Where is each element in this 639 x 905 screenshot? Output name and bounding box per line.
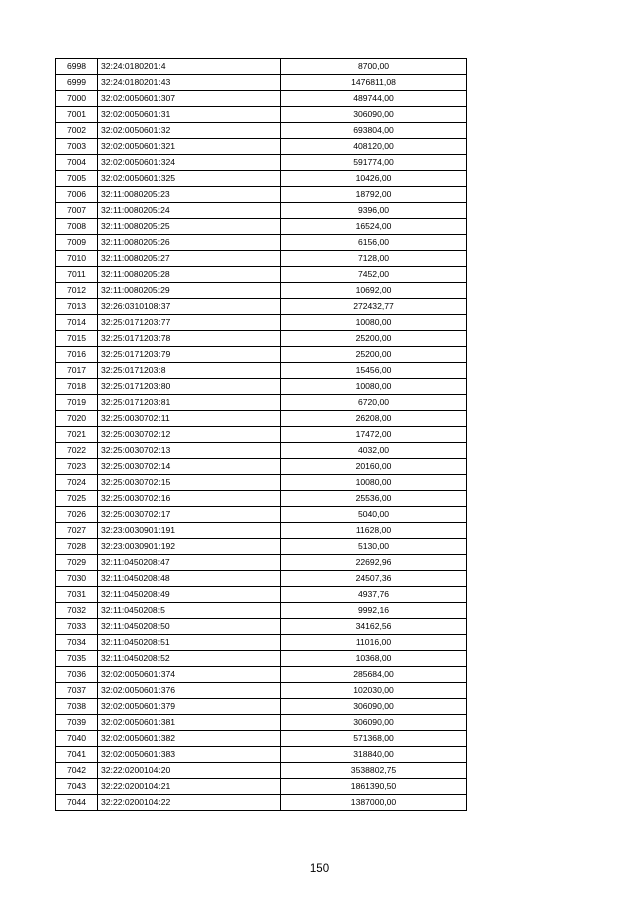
table-row (56, 619, 467, 635)
table-row (56, 587, 467, 603)
row-number-cell: 7037 (56, 683, 98, 699)
row-number-cell: 7006 (56, 187, 98, 203)
row-number-cell: 7040 (56, 731, 98, 747)
table-row (56, 187, 467, 203)
row-number-cell: 7023 (56, 459, 98, 475)
cadastral-number-cell: 32:25:0171203:79 (98, 347, 281, 363)
table-row (56, 747, 467, 763)
cadastral-number-cell: 32:02:0050601:374 (98, 667, 281, 683)
value-cell: 7128,00 (281, 251, 467, 267)
table-row (56, 123, 467, 139)
table-row (56, 363, 467, 379)
row-number-cell: 7030 (56, 571, 98, 587)
cadastral-number-cell: 32:23:0030901:191 (98, 523, 281, 539)
cadastral-number-cell: 32:25:0030702:16 (98, 491, 281, 507)
cadastral-number-cell: 32:25:0030702:15 (98, 475, 281, 491)
cadastral-number-cell: 32:02:0050601:321 (98, 139, 281, 155)
value-cell: 10080,00 (281, 315, 467, 331)
row-number-cell: 7003 (56, 139, 98, 155)
cadastral-number-cell: 32:02:0050601:383 (98, 747, 281, 763)
row-number-cell: 6998 (56, 59, 98, 75)
value-cell: 5040,00 (281, 507, 467, 523)
cadastral-number-cell: 32:22:0200104:21 (98, 779, 281, 795)
row-number-cell: 7011 (56, 267, 98, 283)
value-cell: 10368,00 (281, 651, 467, 667)
value-cell: 10692,00 (281, 283, 467, 299)
table-row (56, 683, 467, 699)
cadastral-number-cell: 32:25:0030702:12 (98, 427, 281, 443)
value-cell: 17472,00 (281, 427, 467, 443)
value-cell: 11016,00 (281, 635, 467, 651)
table-row (56, 539, 467, 555)
value-cell: 9992,16 (281, 603, 467, 619)
cadastral-number-cell: 32:11:0450208:52 (98, 651, 281, 667)
cadastral-number-cell: 32:02:0050601:31 (98, 107, 281, 123)
row-number-cell: 7012 (56, 283, 98, 299)
cadastral-number-cell: 32:11:0450208:47 (98, 555, 281, 571)
row-number-cell: 7014 (56, 315, 98, 331)
row-number-cell: 7001 (56, 107, 98, 123)
value-cell: 3538802,75 (281, 763, 467, 779)
row-number-cell: 7033 (56, 619, 98, 635)
table-row (56, 731, 467, 747)
cadastral-number-cell: 32:25:0171203:81 (98, 395, 281, 411)
value-cell: 318840,00 (281, 747, 467, 763)
value-cell: 1476811,08 (281, 75, 467, 91)
row-number-cell: 7038 (56, 699, 98, 715)
table-row (56, 379, 467, 395)
value-cell: 693804,00 (281, 123, 467, 139)
row-number-cell: 7043 (56, 779, 98, 795)
row-number-cell: 7009 (56, 235, 98, 251)
value-cell: 6156,00 (281, 235, 467, 251)
cadastral-number-cell: 32:22:0200104:22 (98, 795, 281, 811)
cadastral-number-cell: 32:25:0171203:8 (98, 363, 281, 379)
cadastral-number-cell: 32:23:0030901:192 (98, 539, 281, 555)
value-cell: 7452,00 (281, 267, 467, 283)
row-number-cell: 7028 (56, 539, 98, 555)
row-number-cell: 7031 (56, 587, 98, 603)
table-row (56, 763, 467, 779)
value-cell: 9396,00 (281, 203, 467, 219)
row-number-cell: 7032 (56, 603, 98, 619)
cadastral-value-table (55, 58, 467, 811)
cadastral-number-cell: 32:11:0450208:51 (98, 635, 281, 651)
table-row (56, 523, 467, 539)
cadastral-number-cell: 32:25:0030702:17 (98, 507, 281, 523)
cadastral-number-cell: 32:25:0030702:13 (98, 443, 281, 459)
cadastral-number-cell: 32:11:0080205:23 (98, 187, 281, 203)
cadastral-number-cell: 32:02:0050601:324 (98, 155, 281, 171)
cadastral-number-cell: 32:25:0171203:78 (98, 331, 281, 347)
row-number-cell: 7024 (56, 475, 98, 491)
cadastral-number-cell: 32:24:0180201:4 (98, 59, 281, 75)
table-row (56, 651, 467, 667)
cadastral-number-cell: 32:25:0030702:11 (98, 411, 281, 427)
row-number-cell: 7018 (56, 379, 98, 395)
table-body (56, 59, 467, 811)
value-cell: 34162,56 (281, 619, 467, 635)
cadastral-number-cell: 32:11:0450208:5 (98, 603, 281, 619)
value-cell: 11628,00 (281, 523, 467, 539)
table-row (56, 299, 467, 315)
table-row (56, 219, 467, 235)
row-number-cell: 7013 (56, 299, 98, 315)
table-row (56, 475, 467, 491)
row-number-cell: 7004 (56, 155, 98, 171)
value-cell: 16524,00 (281, 219, 467, 235)
row-number-cell: 7036 (56, 667, 98, 683)
cadastral-number-cell: 32:11:0080205:27 (98, 251, 281, 267)
value-cell: 1861390,50 (281, 779, 467, 795)
row-number-cell: 7042 (56, 763, 98, 779)
value-cell: 10080,00 (281, 379, 467, 395)
value-cell: 8700,00 (281, 59, 467, 75)
value-cell: 18792,00 (281, 187, 467, 203)
table-row (56, 59, 467, 75)
row-number-cell: 7025 (56, 491, 98, 507)
table-row (56, 107, 467, 123)
table-row (56, 555, 467, 571)
value-cell: 10080,00 (281, 475, 467, 491)
value-cell: 272432,77 (281, 299, 467, 315)
table-row (56, 795, 467, 811)
table-row (56, 667, 467, 683)
row-number-cell: 7039 (56, 715, 98, 731)
value-cell: 306090,00 (281, 715, 467, 731)
cadastral-number-cell: 32:11:0080205:28 (98, 267, 281, 283)
table-row (56, 699, 467, 715)
table-row (56, 251, 467, 267)
table-row (56, 715, 467, 731)
row-number-cell: 7016 (56, 347, 98, 363)
row-number-cell: 7017 (56, 363, 98, 379)
row-number-cell: 7022 (56, 443, 98, 459)
table-row (56, 507, 467, 523)
value-cell: 4937,76 (281, 587, 467, 603)
table-row (56, 331, 467, 347)
value-cell: 102030,00 (281, 683, 467, 699)
value-cell: 306090,00 (281, 699, 467, 715)
cadastral-number-cell: 32:11:0450208:50 (98, 619, 281, 635)
table-row (56, 603, 467, 619)
table-row (56, 395, 467, 411)
table-row (56, 491, 467, 507)
cadastral-number-cell: 32:11:0080205:25 (98, 219, 281, 235)
value-cell: 24507,36 (281, 571, 467, 587)
value-cell: 25200,00 (281, 331, 467, 347)
table-row (56, 91, 467, 107)
row-number-cell: 7010 (56, 251, 98, 267)
cadastral-number-cell: 32:02:0050601:32 (98, 123, 281, 139)
cadastral-number-cell: 32:02:0050601:381 (98, 715, 281, 731)
value-cell: 5130,00 (281, 539, 467, 555)
value-cell: 4032,00 (281, 443, 467, 459)
row-number-cell: 7002 (56, 123, 98, 139)
row-number-cell: 7020 (56, 411, 98, 427)
value-cell: 22692,96 (281, 555, 467, 571)
row-number-cell: 7027 (56, 523, 98, 539)
value-cell: 1387000,00 (281, 795, 467, 811)
table-row (56, 75, 467, 91)
value-cell: 10426,00 (281, 171, 467, 187)
table-row (56, 635, 467, 651)
cadastral-number-cell: 32:11:0450208:49 (98, 587, 281, 603)
table-row (56, 235, 467, 251)
table-row (56, 571, 467, 587)
row-number-cell: 7007 (56, 203, 98, 219)
cadastral-number-cell: 32:02:0050601:307 (98, 91, 281, 107)
cadastral-number-cell: 32:11:0080205:29 (98, 283, 281, 299)
table-row (56, 155, 467, 171)
row-number-cell: 7044 (56, 795, 98, 811)
row-number-cell: 6999 (56, 75, 98, 91)
table-row (56, 171, 467, 187)
row-number-cell: 7008 (56, 219, 98, 235)
value-cell: 15456,00 (281, 363, 467, 379)
row-number-cell: 7034 (56, 635, 98, 651)
row-number-cell: 7026 (56, 507, 98, 523)
cadastral-number-cell: 32:02:0050601:376 (98, 683, 281, 699)
value-cell: 408120,00 (281, 139, 467, 155)
cadastral-number-cell: 32:25:0171203:80 (98, 379, 281, 395)
row-number-cell: 7019 (56, 395, 98, 411)
cadastral-number-cell: 32:02:0050601:382 (98, 731, 281, 747)
cadastral-number-cell: 32:11:0080205:26 (98, 235, 281, 251)
value-cell: 489744,00 (281, 91, 467, 107)
page-number: 150 (309, 863, 330, 875)
value-cell: 26208,00 (281, 411, 467, 427)
value-cell: 20160,00 (281, 459, 467, 475)
table-row (56, 347, 467, 363)
row-number-cell: 7021 (56, 427, 98, 443)
value-cell: 285684,00 (281, 667, 467, 683)
row-number-cell: 7000 (56, 91, 98, 107)
row-number-cell: 7015 (56, 331, 98, 347)
cadastral-number-cell: 32:25:0171203:77 (98, 315, 281, 331)
value-cell: 6720,00 (281, 395, 467, 411)
table-row (56, 443, 467, 459)
cadastral-number-cell: 32:26:0310108:37 (98, 299, 281, 315)
table-row (56, 779, 467, 795)
cadastral-number-cell: 32:25:0030702:14 (98, 459, 281, 475)
row-number-cell: 7029 (56, 555, 98, 571)
cadastral-number-cell: 32:11:0080205:24 (98, 203, 281, 219)
cadastral-number-cell: 32:11:0450208:48 (98, 571, 281, 587)
table-row (56, 411, 467, 427)
cadastral-number-cell: 32:22:0200104:20 (98, 763, 281, 779)
row-number-cell: 7041 (56, 747, 98, 763)
table-row (56, 315, 467, 331)
value-cell: 306090,00 (281, 107, 467, 123)
value-cell: 25200,00 (281, 347, 467, 363)
table-row (56, 283, 467, 299)
value-cell: 571368,00 (281, 731, 467, 747)
table-row (56, 139, 467, 155)
cadastral-number-cell: 32:02:0050601:325 (98, 171, 281, 187)
row-number-cell: 7035 (56, 651, 98, 667)
value-cell: 591774,00 (281, 155, 467, 171)
table-row (56, 427, 467, 443)
row-number-cell: 7005 (56, 171, 98, 187)
table-row (56, 203, 467, 219)
cadastral-number-cell: 32:24:0180201:43 (98, 75, 281, 91)
value-cell: 25536,00 (281, 491, 467, 507)
cadastral-number-cell: 32:02:0050601:379 (98, 699, 281, 715)
table-row (56, 267, 467, 283)
table-row (56, 459, 467, 475)
